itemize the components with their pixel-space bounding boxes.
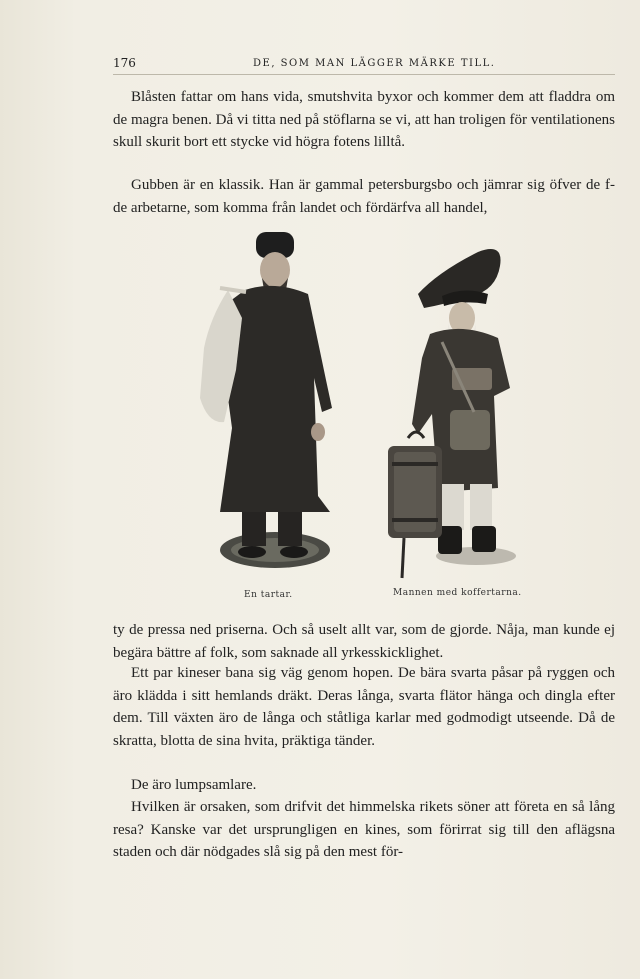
paragraph-1: Blåsten fattar om hans vida, smutshvita byxor och kommer dem att fladdra om de magra benen. Då vi titta ned på stöflarna se vi, att han troligen för ventilationens skull skurit bort ett stycke vid högra fotens lilltå.	[113, 89, 615, 150]
tartar-photo	[190, 228, 340, 578]
caption-tartar: En tartar.	[244, 590, 293, 600]
caption-man-with-trunks: Mannen med koffertarna.	[393, 588, 522, 598]
page-number: 176	[113, 56, 136, 70]
man-with-trunks-photo	[382, 238, 532, 583]
paragraph-5: De äro lumpsamlare.	[131, 777, 257, 793]
paragraph-4: Ett par kineser bana sig väg genom hopen. De bära svarta påsar på ryggen och äro klädda i sitt hemlands dräkt. Deras långa, svarta flätor hänga och dingla efter dem. Till växten äro de långa och ståtliga karlar med godmodigt utseende. Då de skratta, blotta de sina hvita, präktiga tänder.	[113, 665, 615, 749]
paragraph-2: Gubben är en klassik. Han är gammal petersburgsbo och jämrar sig öfver de f-de arbetarne, som komma från landet och fördärfva all handel,	[113, 177, 615, 216]
header-rule	[113, 74, 615, 75]
page-header	[113, 56, 615, 74]
running-title: DE, SOM MAN LÄGGER MÄRKE TILL.	[253, 58, 496, 69]
paragraph-3: ty de pressa ned priserna. Och så uselt allt var, som de gjorde. Nåja, man kunde ej begära bättre af folk, som saknade all yrkesskicklighet.	[113, 622, 615, 661]
paragraph-6: Hvilken är orsaken, som drifvit det himmelska rikets söner att företa en så lång resa? Kanske var det ursprungligen en kines, som förirrat sig till den aflägsna staden och där nödgades slå sig på den mest för-	[113, 799, 615, 860]
